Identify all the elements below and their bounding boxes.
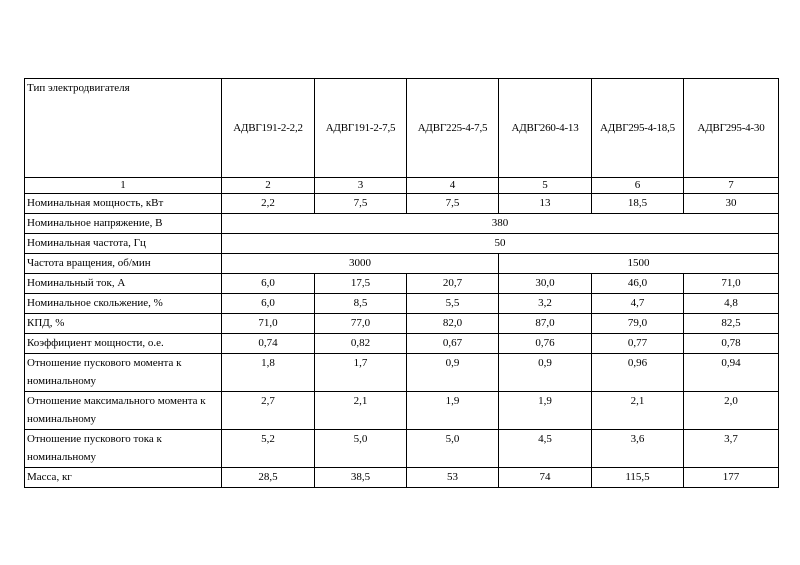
table-cell: 177 [684, 468, 779, 488]
row-mass [25, 468, 779, 488]
table-cell: 7,5 [315, 194, 407, 214]
table-cell: 71,0 [222, 314, 315, 334]
column-number: 6 [592, 178, 684, 194]
table-cell: 1,8 [222, 354, 315, 392]
column-number-row [25, 178, 779, 194]
table-cell: 4,7 [592, 294, 684, 314]
table-cell: 53 [407, 468, 499, 488]
column-number: 3 [315, 178, 407, 194]
table-cell: 0,76 [499, 334, 592, 354]
table-cell: 2,2 [222, 194, 315, 214]
table-cell: 82,0 [407, 314, 499, 334]
table-cell: 79,0 [592, 314, 684, 334]
table-cell: 6,0 [222, 294, 315, 314]
table-cell: 6,0 [222, 274, 315, 294]
row-label: Коэффициент мощности, о.е. [25, 334, 222, 354]
row-starting-current [25, 430, 779, 468]
table-cell: 3,2 [499, 294, 592, 314]
table-cell: 0,74 [222, 334, 315, 354]
row-label: Отношение пускового момента к номинальному [25, 354, 222, 392]
header-motor-1: АДВГ191-2-2,2 [222, 79, 315, 178]
row-label: Номинальная частота, Гц [25, 234, 222, 254]
row-label: Номинальное скольжение, % [25, 294, 222, 314]
table-cell: 4,5 [499, 430, 592, 468]
table-cell: 3,7 [684, 430, 779, 468]
table-cell: 0,94 [684, 354, 779, 392]
row-label: Масса, кг [25, 468, 222, 488]
table-cell: 4,8 [684, 294, 779, 314]
row-label: Отношение пускового тока к номинальному [25, 430, 222, 468]
row-power-factor [25, 334, 779, 354]
table-cell: 38,5 [315, 468, 407, 488]
table-cell: 0,82 [315, 334, 407, 354]
table-cell: 13 [499, 194, 592, 214]
table-cell: 0,78 [684, 334, 779, 354]
column-number: 1 [25, 178, 222, 194]
table-cell: 115,5 [592, 468, 684, 488]
column-number: 2 [222, 178, 315, 194]
table-cell: 2,0 [684, 392, 779, 430]
row-starting-torque [25, 354, 779, 392]
table-cell: 71,0 [684, 274, 779, 294]
table-cell: 5,5 [407, 294, 499, 314]
row-current [25, 274, 779, 294]
table-cell: 20,7 [407, 274, 499, 294]
row-voltage [25, 214, 779, 234]
header-type-label: Тип электродвигателя [25, 79, 222, 178]
table-cell: 5,0 [407, 430, 499, 468]
header-motor-4: АДВГ260-4-13 [499, 79, 592, 178]
header-motor-6: АДВГ295-4-30 [684, 79, 779, 178]
table-cell: 0,9 [407, 354, 499, 392]
column-number: 5 [499, 178, 592, 194]
row-efficiency [25, 314, 779, 334]
table-cell: 0,77 [592, 334, 684, 354]
header-motor-2: АДВГ191-2-7,5 [315, 79, 407, 178]
table-cell: 1,7 [315, 354, 407, 392]
table-cell: 77,0 [315, 314, 407, 334]
table-cell: 82,5 [684, 314, 779, 334]
table-cell: 87,0 [499, 314, 592, 334]
motor-spec-table [24, 78, 779, 488]
table-cell: 2,1 [315, 392, 407, 430]
table-cell: 0,96 [592, 354, 684, 392]
row-label: Номинальная мощность, кВт [25, 194, 222, 214]
row-power [25, 194, 779, 214]
table-cell: 3,6 [592, 430, 684, 468]
table-cell: 8,5 [315, 294, 407, 314]
table-cell: 30 [684, 194, 779, 214]
row-max-torque [25, 392, 779, 430]
table-cell: 2,1 [592, 392, 684, 430]
table-cell: 0,67 [407, 334, 499, 354]
table-cell: 74 [499, 468, 592, 488]
column-number: 7 [684, 178, 779, 194]
row-label: Номинальный ток, А [25, 274, 222, 294]
table-cell: 2,7 [222, 392, 315, 430]
row-speed [25, 254, 779, 274]
merged-cell: 50 [222, 234, 779, 254]
header-motor-5: АДВГ295-4-18,5 [592, 79, 684, 178]
table-cell: 18,5 [592, 194, 684, 214]
row-label: Отношение максимального момента к номинальному [25, 392, 222, 430]
table-cell: 0,9 [499, 354, 592, 392]
header-row [25, 79, 779, 178]
row-slip [25, 294, 779, 314]
merged-cell: 380 [222, 214, 779, 234]
table-cell: 30,0 [499, 274, 592, 294]
column-number: 4 [407, 178, 499, 194]
table-cell: 5,0 [315, 430, 407, 468]
row-label: Частота вращения, об/мин [25, 254, 222, 274]
row-label: Номинальное напряжение, В [25, 214, 222, 234]
table-cell: 28,5 [222, 468, 315, 488]
merged-cell: 3000 [222, 254, 499, 274]
table-cell: 17,5 [315, 274, 407, 294]
header-motor-3: АДВГ225-4-7,5 [407, 79, 499, 178]
row-frequency [25, 234, 779, 254]
table-cell: 7,5 [407, 194, 499, 214]
row-label: КПД, % [25, 314, 222, 334]
table-cell: 1,9 [407, 392, 499, 430]
table-cell: 5,2 [222, 430, 315, 468]
merged-cell: 1500 [499, 254, 779, 274]
table-cell: 1,9 [499, 392, 592, 430]
table-cell: 46,0 [592, 274, 684, 294]
